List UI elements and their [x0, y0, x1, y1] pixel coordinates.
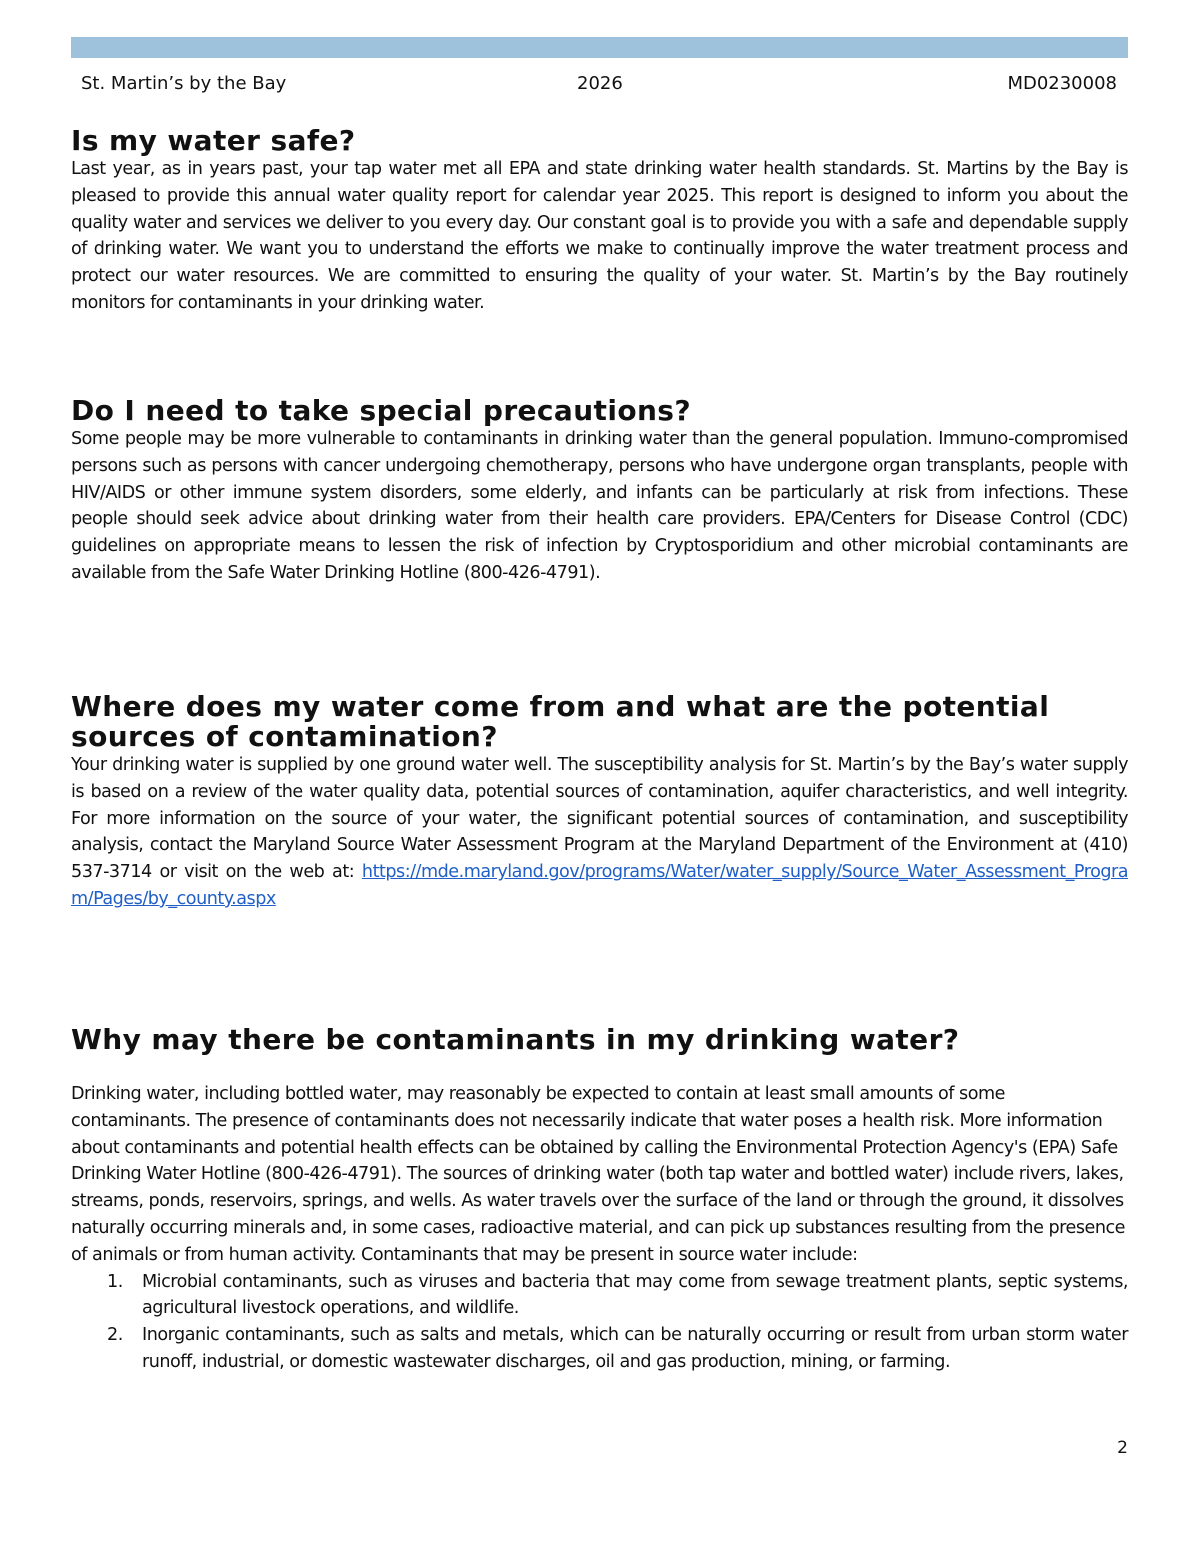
section-special-precautions — [71, 396, 1128, 587]
section-contaminants — [71, 1025, 1128, 1376]
source-water-assessment-link[interactable]: https://mde.maryland.gov/programs/Water/water_supply/Source_Water_Assessment_Program/Pages/by_county.aspx — [71, 862, 1129, 909]
header-system-id: MD0230008 — [1007, 73, 1117, 94]
header-year: 2026 — [577, 73, 623, 94]
page-header — [71, 72, 1128, 96]
section-heading: Do I need to take special precautions? — [71, 394, 692, 427]
section-heading: Is my water safe? — [71, 124, 356, 157]
list-item-text: Inorganic contaminants, such as salts and metals, which can be naturally occurring or result from urban storm water runoff, industrial, or domestic wastewater discharges, oil and gas production, mining, or farming. — [142, 1325, 1128, 1372]
section-water-source — [71, 692, 1128, 913]
section-body — [71, 752, 1128, 913]
list-item — [71, 1322, 1128, 1376]
list-item-text: Microbial contaminants, such as viruses and bacteria that may come from sewage treatment plants, septic systems, agricultural livestock operations, and wildlife. — [142, 1271, 1128, 1319]
section-body: Last year, as in years past, your tap water met all EPA and state drinking water health standards. St. Martins by the Bay is pleased to provide this annual water quality report for calendar year 2025. This report is designed to inform you about the quality water and services we deliver to you every day. Our constant goal is to provide you with a safe and dependable supply of drinking water. We want you to understand the efforts we make to continually improve the water treatment process and protect our water resources. We are committed to ensuring the quality of your water. St. Martin’s by the Bay routinely monitors for contaminants in your drinking water. — [71, 159, 1128, 313]
contaminant-list — [71, 1269, 1128, 1376]
section-heading: Why may there be contaminants in my drinking water? — [71, 1023, 960, 1056]
list-item — [71, 1269, 1128, 1323]
section-body: Some people may be more vulnerable to contaminants in drinking water than the general population. Immuno-compromised persons such as persons with cancer undergoing chemotherapy, persons who have undergone organ transplants, people with HIV/AIDS or other immune system disorders, some elderly, and infants can be particularly at risk from infections. These people should seek advice about drinking water from their health care providers. EPA/Centers for Disease Control (CDC) guidelines on appropriate means to lessen the risk of infection by Cryptosporidium and other microbial contaminants are available from the Safe Water Drinking Hotline (800-426-4791). — [71, 429, 1128, 583]
page-number: 2 — [1117, 1438, 1128, 1458]
list-item-number: 1. — [107, 1271, 123, 1292]
section-water-safe — [71, 126, 1128, 317]
section-body-text: Your drinking water is supplied by one ground water well. The susceptibility analysis for St. Martin’s by the Bay’s water supply is based on a review of the water quality data, potential sources of contamination, aquifer characteristics, and well integrity. For more information on the source of your water, the significant potential sources of contamination, and susceptibility analysis, contact the Maryland Source Water Assessment Program at the Maryland Department of the Environment at (410) 537-3714 or visit on the web at: — [71, 755, 1128, 883]
header-system-name: St. Martin’s by the Bay — [81, 73, 287, 94]
list-item-number: 2. — [107, 1325, 123, 1346]
header-color-bar — [71, 37, 1128, 58]
section-body: Drinking water, including bottled water, may reasonably be expected to contain at least small amounts of some contaminants. The presence of contaminants does not necessarily indicate that water poses a health risk. More information about contaminants and potential health effects can be obtained by calling the Environmental Protection Agency's (EPA) Safe Drinking Water Hotline (800-426-4791). The sources of drinking water (both tap water and bottled water) include rivers, lakes, streams, ponds, reservoirs, springs, and wells. As water travels over the surface of the land or through the ground, it dissolves naturally occurring minerals and, in some cases, radioactive material, and can pick up substances resulting from the presence of animals or from human activity. Contaminants that may be present in source water include: — [71, 1084, 1125, 1265]
section-heading: Where does my water come from and what are the potential sources of contamination? — [71, 690, 1050, 753]
